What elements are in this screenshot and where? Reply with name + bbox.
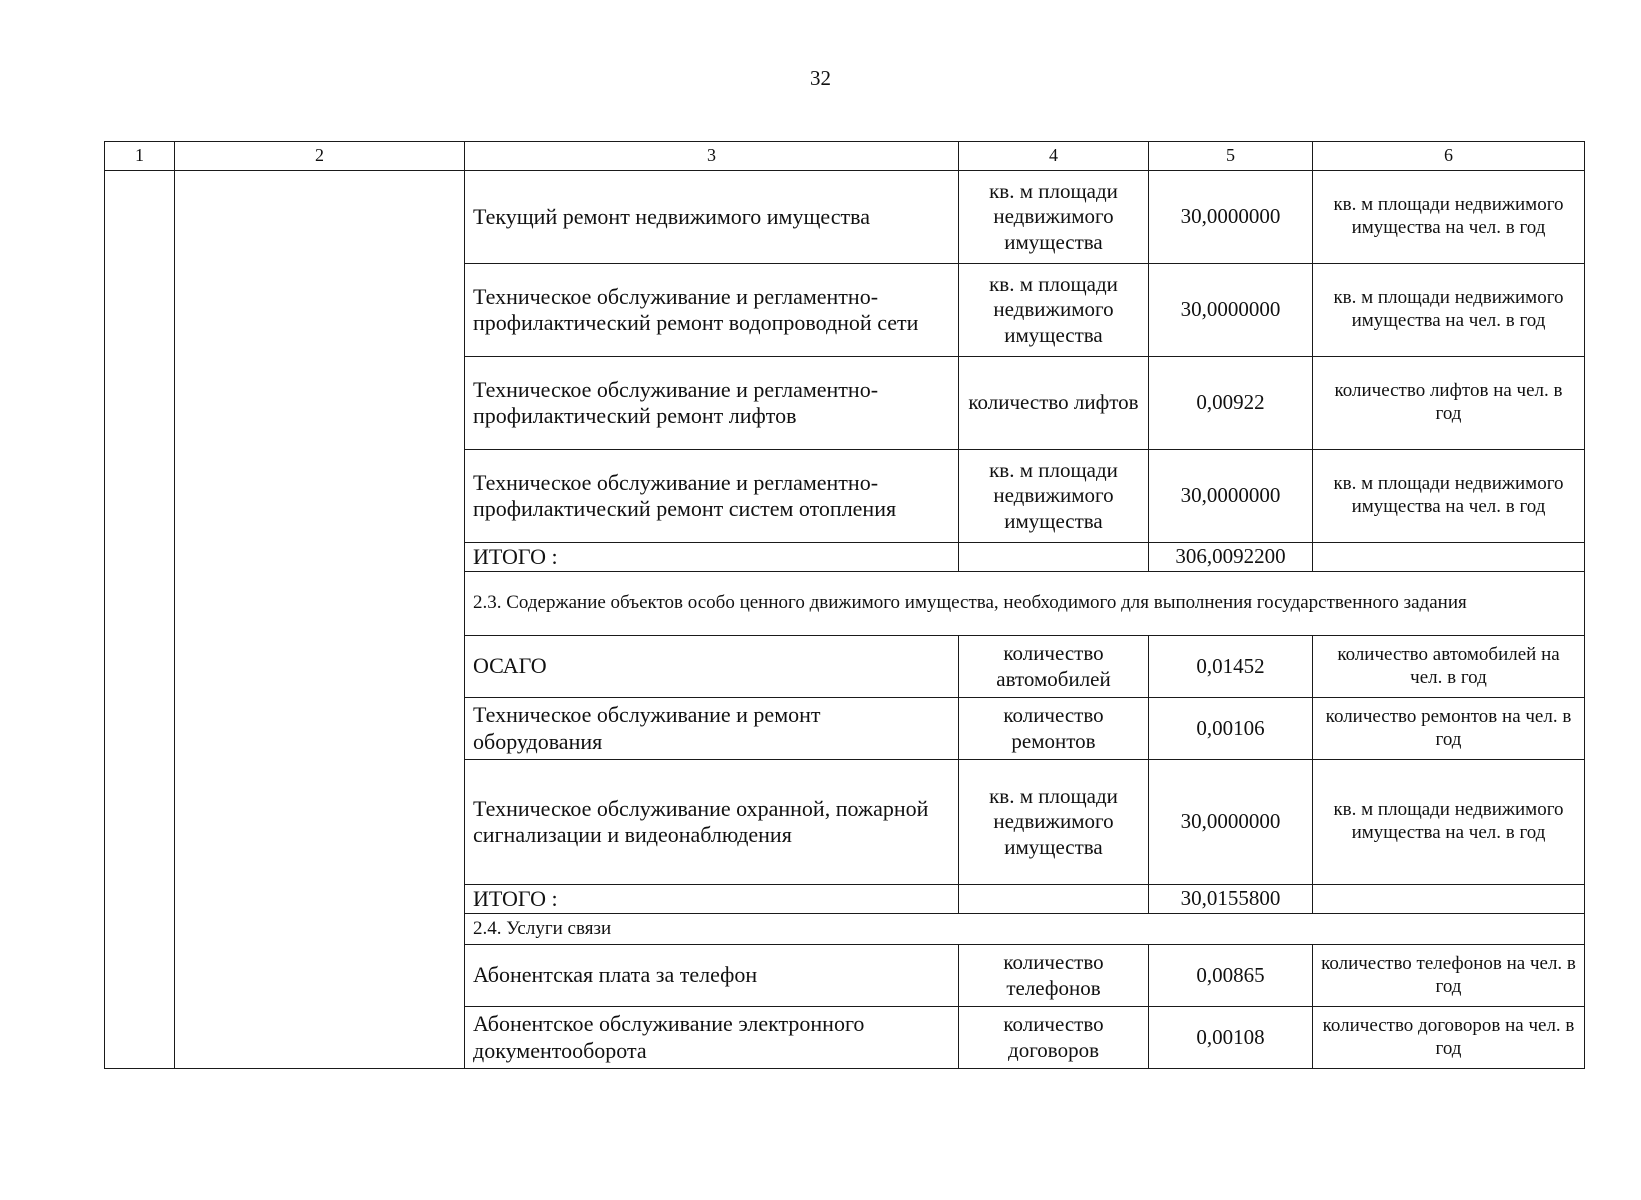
total-value: 306,0092200 [1149,543,1313,572]
total-value: 30,0155800 [1149,885,1313,914]
column-number-4: 4 [959,142,1149,171]
item-value: 0,00922 [1149,357,1313,450]
column-1-cell [105,171,175,1069]
item-norm: количество автомобилей на чел. в год [1313,636,1585,698]
total-label: ИТОГО : [465,543,959,572]
section-title: 2.3. Содержание объектов особо ценного движимого имущества, необходимого для выполнения государственного задания [465,572,1585,636]
item-norm: количество лифтов на чел. в год [1313,357,1585,450]
column-number-1: 1 [105,142,175,171]
total-label: ИТОГО : [465,885,959,914]
column-number-5: 5 [1149,142,1313,171]
table-row [105,171,1585,264]
item-unit: кв. м площади недвижимого имущества [959,760,1149,885]
item-value: 0,00108 [1149,1007,1313,1069]
total-empty-cell [1313,543,1585,572]
total-empty-cell [959,885,1149,914]
item-name: Техническое обслуживание и регламентно-профилактический ремонт лифтов [465,357,959,450]
item-value: 30,0000000 [1149,171,1313,264]
item-unit: количество лифтов [959,357,1149,450]
column-number-row [105,142,1585,171]
section-title: 2.4. Услуги связи [465,914,1585,945]
item-norm: кв. м площади недвижимого имущества на чел. в год [1313,171,1585,264]
item-norm: кв. м площади недвижимого имущества на чел. в год [1313,760,1585,885]
item-value: 0,01452 [1149,636,1313,698]
item-norm: кв. м площади недвижимого имущества на чел. в год [1313,264,1585,357]
item-value: 30,0000000 [1149,264,1313,357]
item-name: Текущий ремонт недвижимого имущества [465,171,959,264]
item-value: 30,0000000 [1149,450,1313,543]
item-name: ОСАГО [465,636,959,698]
total-empty-cell [1313,885,1585,914]
item-norm: количество телефонов на чел. в год [1313,945,1585,1007]
item-norm: кв. м площади недвижимого имущества на чел. в год [1313,450,1585,543]
item-norm: количество ремонтов на чел. в год [1313,698,1585,760]
page-number: 32 [810,66,831,90]
column-number-6: 6 [1313,142,1585,171]
item-unit: кв. м площади недвижимого имущества [959,450,1149,543]
column-number-2: 2 [175,142,465,171]
column-2-cell [175,171,465,1069]
item-unit: количество ремонтов [959,698,1149,760]
item-unit: кв. м площади недвижимого имущества [959,264,1149,357]
item-value: 0,00865 [1149,945,1313,1007]
item-unit: количество телефонов [959,945,1149,1007]
norms-table [104,141,1585,1069]
column-number-3: 3 [465,142,959,171]
item-value: 0,00106 [1149,698,1313,760]
item-name: Абонентская плата за телефон [465,945,959,1007]
item-unit: количество договоров [959,1007,1149,1069]
item-value: 30,0000000 [1149,760,1313,885]
item-name: Техническое обслуживание и регламентно-профилактический ремонт водопроводной сети [465,264,959,357]
item-unit: количество автомобилей [959,636,1149,698]
item-name: Техническое обслуживание и регламентно-профилактический ремонт систем отопления [465,450,959,543]
item-name: Абонентское обслуживание электронного документооборота [465,1007,959,1069]
total-empty-cell [959,543,1149,572]
item-name: Техническое обслуживание охранной, пожарной сигнализации и видеонаблюдения [465,760,959,885]
item-norm: количество договоров на чел. в год [1313,1007,1585,1069]
item-name: Техническое обслуживание и ремонт оборудования [465,698,959,760]
item-unit: кв. м площади недвижимого имущества [959,171,1149,264]
